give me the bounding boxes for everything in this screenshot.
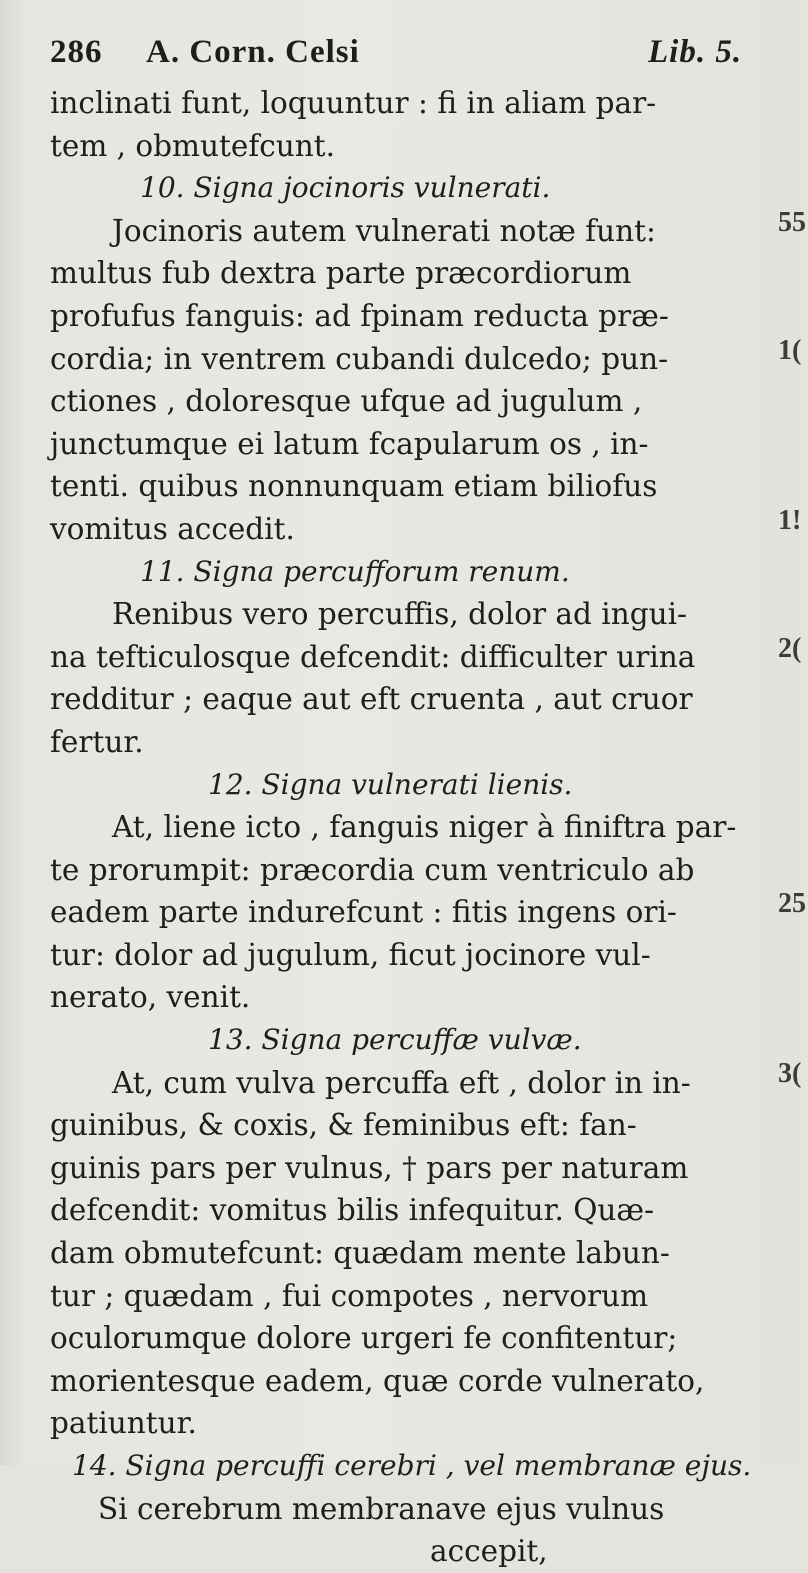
section-heading: 14. Signa percuffi cerebri , vel membranæ ejus. (72, 1449, 752, 1482)
text-line: ctiones , doloresque ufque ad jugulum , (50, 384, 643, 419)
margin-line-number: 3( (778, 1058, 802, 1089)
text-line: inclinati funt, loquuntur : fi in aliam par- (50, 86, 657, 120)
text-line: Jocinoris autem vulnerati notæ funt: (112, 213, 656, 248)
margin-line-number: 55 (778, 207, 806, 238)
text-line: fertur. (50, 724, 144, 759)
text-line: At, liene icto , fanguis niger à finiftra par- (112, 810, 737, 845)
text-line: guinibus, & coxis, & feminibus eft: fan- (50, 1108, 637, 1143)
page-number: 286 (50, 34, 103, 70)
section-heading: 12. Signa vulnerati lienis. (208, 767, 573, 801)
text-line: te prorumpit: præcordia cum ventriculo ab (50, 852, 695, 887)
section-heading: 11. Signa percufforum renum. (140, 554, 570, 588)
text-line: junctumque ei latum fcapularum os , in- (50, 426, 649, 461)
text-line: defcendit: vomitus bilis infequitur. Quæ- (50, 1193, 655, 1228)
text-line: dam obmutefcunt: quædam mente labun- (50, 1236, 670, 1271)
section-heading: 13. Signa percuffæ vulvæ. (208, 1023, 582, 1057)
text-line: tur ; quædam , fui compotes , nervorum (50, 1278, 649, 1313)
margin-line-number: 1( (778, 335, 802, 366)
body-text (50, 82, 785, 1573)
text-line: guinis pars per vulnus, † pars per naturam (50, 1150, 689, 1185)
text-line: eadem parte indurefcunt : fitis ingens ori- (50, 895, 677, 930)
text-line: patiuntur. (50, 1406, 197, 1441)
margin-line-number: 2( (778, 633, 802, 664)
text-line: tenti. quibus nonnunquam etiam biliofus (50, 469, 658, 504)
book-label: Lib. 5. (648, 34, 743, 70)
text-line: Renibus vero percuffis, dolor ad ingui- (112, 597, 688, 632)
text-line: morientesque eadem, quæ corde vulnerato, (50, 1363, 705, 1398)
running-title: A. Corn. Celsi (146, 34, 360, 70)
text-line: vomitus accedit. (50, 511, 295, 546)
text-line: oculorumque dolore urgeri fe confitentur; (50, 1321, 678, 1356)
text-line: tur: dolor ad jugulum, ficut jocinore vul- (50, 937, 651, 972)
running-header (0, 34, 800, 82)
margin-line-number: 1! (778, 505, 802, 536)
catchword: accepit, (430, 1534, 548, 1569)
text-line: At, cum vulva percuffa eft , dolor in in- (112, 1065, 691, 1100)
text-line: redditur ; eaque aut eft cruenta , aut cruor (50, 682, 693, 717)
text-line: tem , obmutefcunt. (50, 128, 336, 163)
text-line: multus fub dextra parte præcordiorum (50, 256, 632, 291)
text-line: nerato, venit. (50, 980, 251, 1015)
text-line: Si cerebrum membranave ejus vulnus (98, 1491, 665, 1526)
margin-line-number: 25 (778, 888, 806, 919)
text-line: cordia; in ventrem cubandi dulcedo; pun- (50, 341, 669, 376)
text-line: profufus fanguis: ad fpinam reducta præ- (50, 298, 669, 333)
section-heading: 10. Signa jocinoris vulnerati. (140, 171, 551, 205)
text-line: na tefticulosque defcendit: difficulter urina (50, 639, 696, 674)
